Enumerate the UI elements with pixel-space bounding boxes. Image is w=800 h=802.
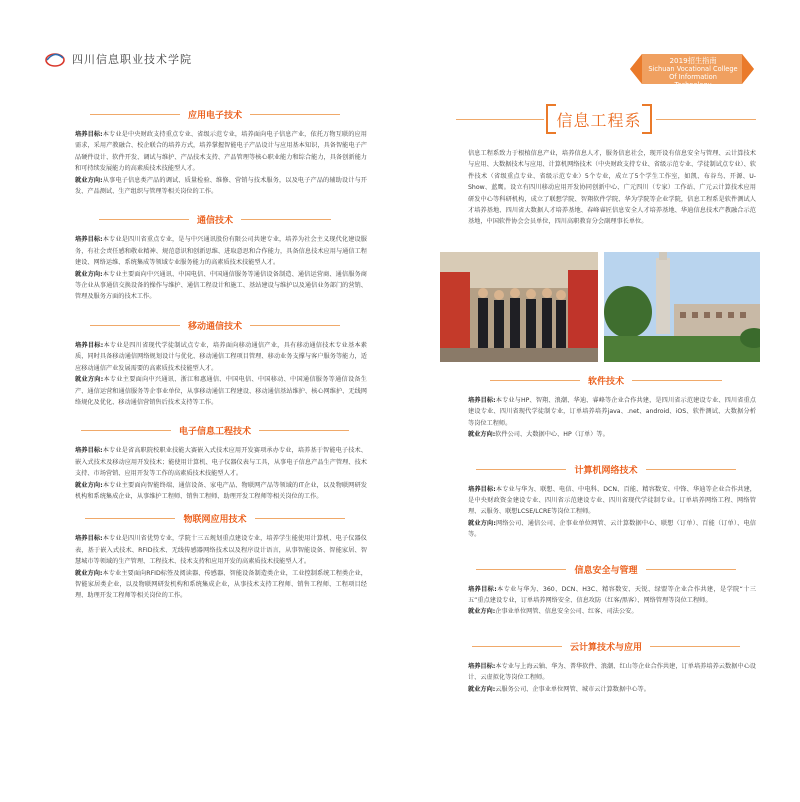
divider bbox=[490, 380, 580, 381]
page-header bbox=[0, 0, 800, 100]
section-title-text: 通信技术 bbox=[196, 216, 233, 227]
employment bbox=[63, 568, 367, 602]
divider bbox=[646, 469, 736, 470]
year-banner-line: Technology bbox=[674, 81, 712, 89]
group-photo bbox=[440, 252, 598, 362]
employment bbox=[456, 429, 756, 440]
job-text: 软件公司、大数据中心、HP（订单）等。 bbox=[495, 431, 609, 439]
school-name: 四川信息职业技术学院 bbox=[72, 53, 192, 66]
goal-text: 本专业是中央财政支持重点专业、省级示范专业，培养面向电子信息产业，依托万物互联的应用需求，采用产教融合、校企联合的培养方式，培养掌握智能电子产品设计与应用基本知识，具备智能电子产品硬件设计、软件开发、调试与维护、产品技术支持、产品管理等核心职业能力和综合能力，具备创新能力和可持续发展能力的高素质技术技能型人才。 bbox=[75, 131, 367, 173]
section-title-text: 计算机网络技术 bbox=[574, 465, 638, 476]
goal-text: 本专业与上海云轴、华为、普华软件、浪潮、红山等企业合作共建，订单培养培养云数据中心设计、云虚拟化等岗位工程师。 bbox=[468, 662, 756, 682]
label: 培养目标: bbox=[75, 341, 104, 349]
divider bbox=[632, 380, 722, 381]
divider bbox=[90, 325, 180, 326]
bracket-left bbox=[546, 104, 556, 134]
label: 就业方向: bbox=[75, 176, 103, 184]
goal-text: 本专业与华为、联想、电信、中电科、DCN、百能、精容数安、中锋、华迪等企业合作共建，是中央财政资金建设专业、四川省示范建设专业、四川省现代学徒制专业。订单培养网络工程、网络管理、云服务、联想LCSE/LCRE等岗位工程师。 bbox=[468, 485, 756, 516]
training-goal bbox=[63, 533, 367, 567]
section-title-text: 云计算技术与应用 bbox=[569, 642, 642, 653]
job-text: 云服务公司、企事业单位网管、城市云计算数据中心等。 bbox=[495, 685, 650, 693]
job-text: 网络公司、通信公司、企事业单位网管、云计算数据中心、联想（订单）、百能（订单）、电信等。 bbox=[468, 519, 756, 539]
training-goal bbox=[63, 445, 367, 479]
job-text: 企事业单位网管、信息安全公司、红客、司法公安。 bbox=[495, 608, 638, 616]
section-title-text: 信息安全与管理 bbox=[574, 565, 638, 576]
major-section bbox=[63, 108, 367, 197]
major-section bbox=[63, 424, 367, 502]
major-section bbox=[456, 640, 756, 695]
photo-row bbox=[440, 252, 760, 362]
goal-text: 本专业是四川省优势专业，学院十三五规划重点建设专业，培养学生能使用计算机、电子仪器仪表，基于嵌入式技术、RFID技术、无线传感器网络技术以及程序设计语言，从事智能设备、智能家居、智慧城市等领域的生产管理、工程技术、技术支持和应用开发的高素质技术技能型人才。 bbox=[75, 535, 367, 566]
training-goal bbox=[456, 484, 756, 518]
label: 就业方向: bbox=[75, 270, 103, 278]
school-logo bbox=[44, 50, 192, 68]
goal-text: 本专业与华为、360、DCN、H3C、精容数安、天锐、绿盟等企业合作共建，是学院“十三五”重点建设专业，订单培养网络安全、信息攻防（红客/黑客）、网络管理等岗位工程师。 bbox=[468, 585, 756, 605]
divider bbox=[456, 119, 544, 120]
section-title-text: 应用电子技术 bbox=[187, 111, 242, 121]
right-sections bbox=[456, 370, 756, 707]
training-goal bbox=[63, 129, 367, 175]
job-text: 本专业主要面向智能终端、通信设备、家电产品、物联网产品等领域的IT企业，以及物联网研发机构和系统集成企业，从事维护工程师、销售工程师、助理开发工程师等相关岗位的工作。 bbox=[75, 481, 367, 500]
intro-text: 信息工程系致力于根植信息产业，培养信息人才，服务信息社会，现开设有信息安全与管理、云计算技术与应用、大数据技术与应用、计算机网络技术（中央财政支持专业、省级示范专业、学徒制试点专业）、软件技术（省级重点专业、省级示范专业）5个专业，成立了5个学生工作室，如凯、布谷鸟、开源、U-Show、蓝鹰。设立有四川移动应用开发协同创新中心、广元四川（专家）工作站、广元云计算技术应用研发中心等科研机构，成立了联想学院、智翔软件学院、华为学院等企业学院，信息工程系是软件测试人才培养基地、四川省大数据人才培养基地、春峰睿匠信息安全人才培养基地、华迪信息技术产教融合示范基地，中国软件协会会员单位，四川高职教育分会副理事长单位。 bbox=[468, 150, 756, 226]
employment bbox=[63, 374, 367, 408]
label: 培养目标: bbox=[468, 662, 496, 670]
divider bbox=[476, 469, 566, 470]
year-banner-line: Sichuan Vocational College bbox=[648, 65, 738, 73]
label: 培养目标: bbox=[468, 397, 496, 404]
section-title-text: 物联网应用技术 bbox=[183, 515, 247, 526]
department-intro bbox=[456, 148, 756, 228]
job-text: 本专业主要面向中兴通讯、浙江和惠通信、中国电信、中国移动、中国通信服务等通信设备生产、通信运营和通信服务等企事业单位，从事移动通信工程建设、移动通信基站维护、核心网维护、无线网络规化及优化、移动通信营销售后技术支持等工作。 bbox=[75, 376, 367, 406]
label: 培养目标: bbox=[75, 535, 103, 543]
employment bbox=[456, 606, 756, 617]
training-goal bbox=[63, 340, 367, 374]
divider bbox=[259, 430, 349, 431]
divider bbox=[656, 119, 756, 120]
label: 培养目标: bbox=[75, 131, 103, 138]
label: 就业方向: bbox=[468, 431, 496, 439]
divider bbox=[650, 646, 740, 647]
training-goal bbox=[456, 395, 756, 429]
year-banner-title: 2019招生指南 bbox=[669, 56, 717, 65]
divider bbox=[255, 518, 345, 519]
label: 培养目标: bbox=[468, 585, 497, 593]
section-title bbox=[456, 563, 756, 576]
year-banner-text bbox=[648, 57, 738, 89]
employment bbox=[63, 480, 367, 503]
goal-text: 本专业是省高职院校职业技能大赛嵌入式技术应用开发赛项承办专业，培养基于智能电子技术、嵌入式技术及移动应用开发技术；能使用计算机、电子仪器仪表与工具，从事电子信息产品生产管理、技术支持、市场营销、应用开发等工作的高素质技术技能型人才。 bbox=[75, 447, 367, 478]
campus-photo bbox=[604, 252, 760, 362]
employment bbox=[63, 175, 367, 198]
divider bbox=[81, 430, 171, 431]
employment bbox=[456, 518, 756, 541]
label: 就业方向: bbox=[468, 608, 496, 616]
divider bbox=[646, 569, 736, 570]
year-banner bbox=[630, 54, 754, 89]
label: 就业方向: bbox=[75, 481, 103, 489]
section-title bbox=[63, 319, 367, 332]
department-title bbox=[546, 104, 652, 134]
section-title bbox=[456, 374, 756, 387]
section-title bbox=[63, 512, 367, 525]
divider bbox=[99, 219, 189, 220]
section-title-text: 电子信息工程技术 bbox=[178, 427, 251, 438]
label: 培养目标: bbox=[468, 485, 496, 493]
label: 就业方向: bbox=[75, 569, 103, 577]
bracket-right bbox=[642, 104, 652, 134]
section-title bbox=[456, 463, 756, 476]
training-goal bbox=[63, 234, 367, 268]
divider bbox=[472, 646, 562, 647]
major-section bbox=[63, 213, 367, 302]
section-title-text: 移动通信技术 bbox=[187, 321, 242, 332]
divider bbox=[85, 518, 175, 519]
job-text: 本专业主要面向RFID标签及阅读器、传感器、智能设备制造类企业，工业控制系统工程类企业，智能家居类企业，以及物联网研发机构和系统集成企业，从事技术支持工程师、销售工程师、工程项目经理、助理开发工程师等相关岗位的工作。 bbox=[75, 569, 367, 600]
label: 培养目标: bbox=[75, 236, 103, 244]
year-banner-line: Of Information bbox=[669, 73, 717, 81]
goal-text: 本专业是四川省现代学徒制试点专业，培养面向移动通信产业，具有移动通信技术专业基本素质，同时具备移动通信网络规划设计与优化、移动通信工程项目管理、移动业务支撑与客户服务等能力，适应移动通信产业发展需要的高素质技术技能型人才。 bbox=[75, 341, 367, 372]
label: 就业方向: bbox=[468, 519, 496, 527]
major-section bbox=[63, 512, 367, 601]
school-emblem-icon bbox=[44, 50, 66, 68]
employment bbox=[63, 269, 367, 303]
section-title bbox=[63, 424, 367, 437]
section-title bbox=[63, 108, 367, 121]
major-section bbox=[456, 374, 756, 441]
goal-text: 本专业是四川省重点专业，是与中兴通讯股份有限公司共建专业，培养为社会主义现代化建设服务，有社会责任感和敬业精神、规范意识和创新思维、进取意思和合作能力，具备信息技术应用与通信工程建设、网络运维、系统集成等领域专业服务能力的高素质技术技能型人才。 bbox=[75, 236, 367, 267]
employment bbox=[456, 684, 756, 695]
divider bbox=[90, 114, 180, 115]
divider bbox=[250, 325, 340, 326]
training-goal bbox=[456, 584, 756, 607]
job-text: 从事电子信息类产品的调试、质量检验、维修、营销与技术服务，以及电子产品的辅助设计与开发、产品测试、生产组织与管理等相关岗位的工作。 bbox=[75, 176, 367, 196]
job-text: 本专业主要面向中兴通讯、中国电信、中国通信服务等通信设备制造、通信运营商、通信服务商等企业从事通信交换设备的操作与维护、通信工程设计和施工、基站建设与维护以及通信业务部门的营销、管理及服务方面的技术工作。 bbox=[75, 270, 367, 301]
section-title bbox=[63, 213, 367, 226]
goal-text: 本专业与HP、智翔、浪潮、华迪、睿峰等企业合作共建，是四川省示范建设专业、四川省重点建设专业、四川省现代学徒制专业，订单培养培养java、.net、android、iOS、软件测试、大数据分析等岗位工程师。 bbox=[468, 397, 756, 427]
label: 就业方向: bbox=[75, 376, 104, 384]
major-section bbox=[456, 563, 756, 618]
divider bbox=[476, 569, 566, 570]
label: 就业方向: bbox=[468, 685, 496, 693]
label: 培养目标: bbox=[75, 447, 103, 455]
section-title-text: 软件技术 bbox=[587, 377, 624, 387]
training-goal bbox=[456, 661, 756, 684]
section-title bbox=[456, 640, 756, 653]
major-section bbox=[456, 463, 756, 541]
department-title-text: 信息工程系 bbox=[556, 111, 642, 130]
major-section bbox=[63, 319, 367, 408]
divider bbox=[241, 219, 331, 220]
divider bbox=[250, 114, 340, 115]
left-column bbox=[63, 104, 367, 614]
